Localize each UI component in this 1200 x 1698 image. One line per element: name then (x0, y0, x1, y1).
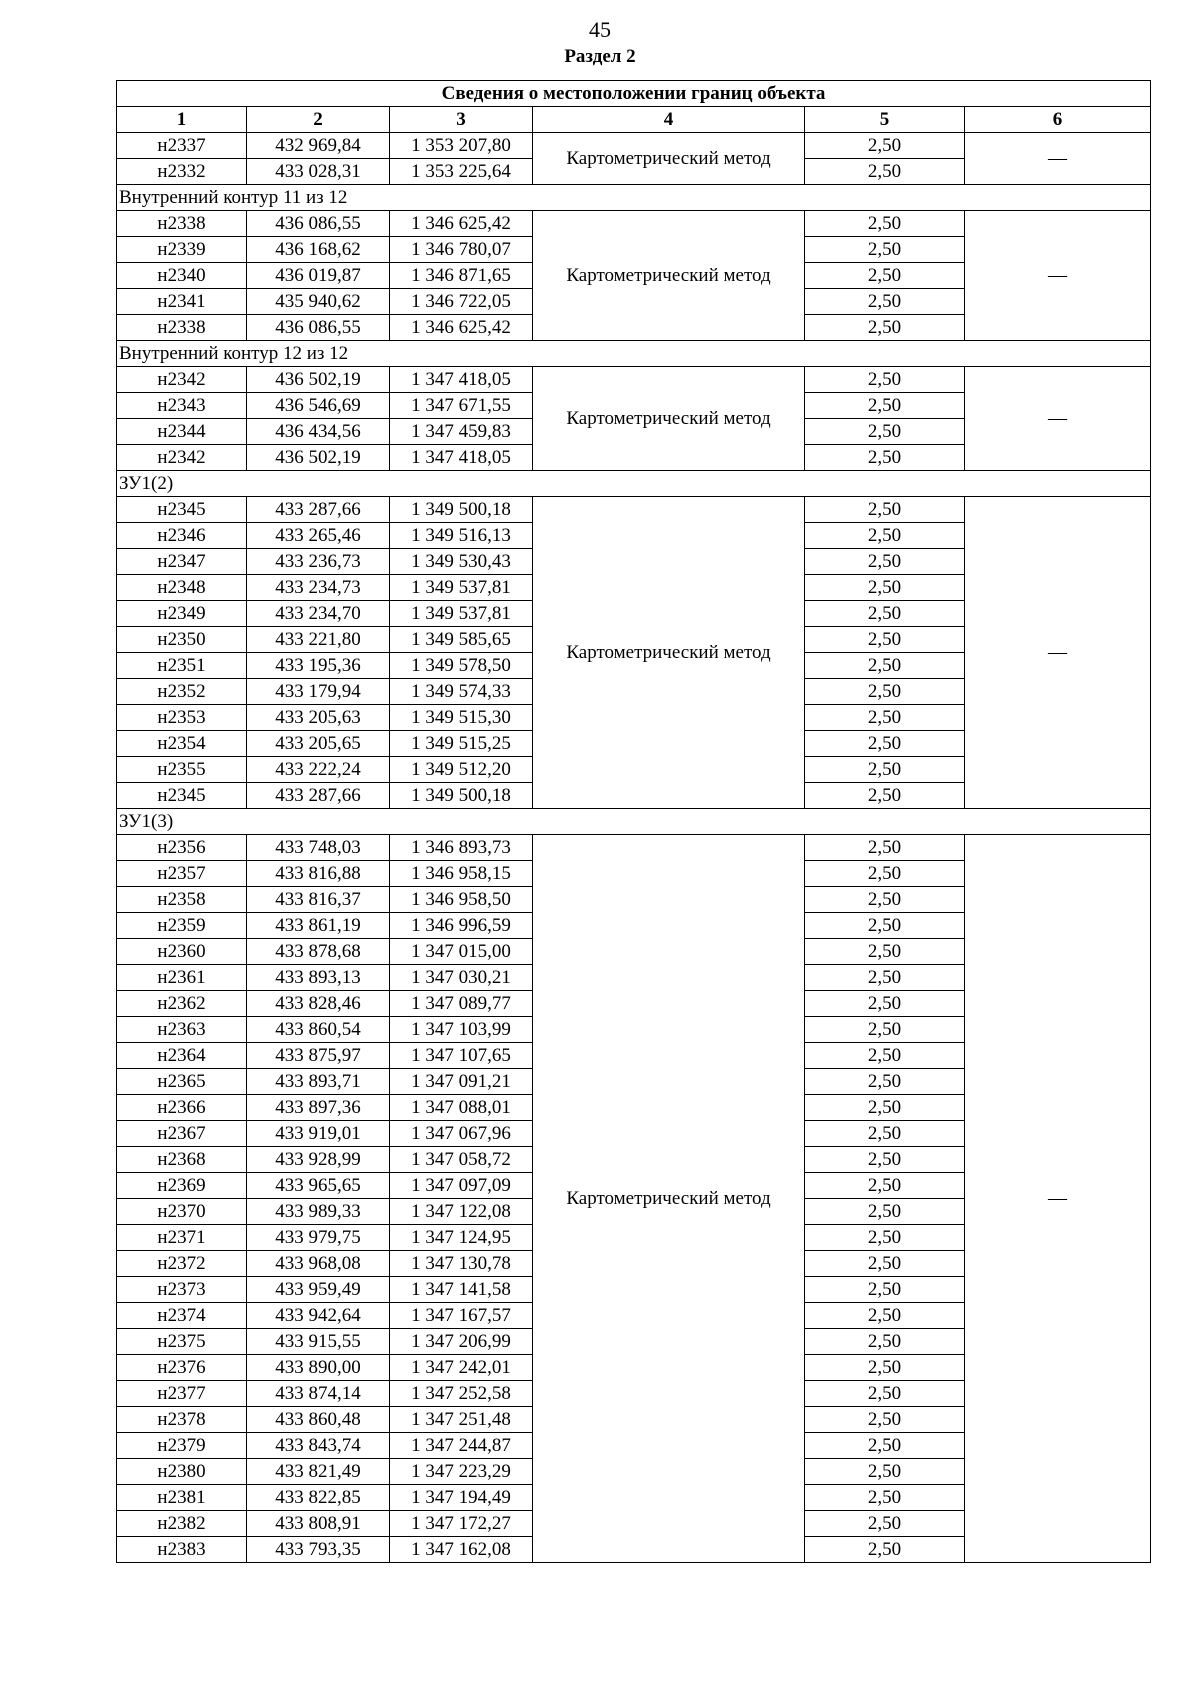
section-row (117, 471, 1151, 497)
x-coordinate-cell: 433 205,63 (247, 705, 390, 731)
note-cell: — (965, 835, 1151, 1563)
y-coordinate-cell: 1 346 871,65 (390, 263, 533, 289)
coordinates-table (116, 80, 1151, 1563)
page-number: 45 (589, 17, 611, 42)
accuracy-cell: 2,50 (805, 1355, 965, 1381)
accuracy-cell: 2,50 (805, 367, 965, 393)
x-coordinate-cell: 433 979,75 (247, 1225, 390, 1251)
x-coordinate-cell: 433 205,65 (247, 731, 390, 757)
x-coordinate-cell: 433 843,74 (247, 1433, 390, 1459)
point-name-cell: н2356 (117, 835, 247, 861)
point-name-cell: н2353 (117, 705, 247, 731)
accuracy-cell: 2,50 (805, 523, 965, 549)
y-coordinate-cell: 1 347 097,09 (390, 1173, 533, 1199)
accuracy-cell: 2,50 (805, 1043, 965, 1069)
accuracy-cell: 2,50 (805, 1329, 965, 1355)
point-name-cell: н2357 (117, 861, 247, 887)
x-coordinate-cell: 433 816,88 (247, 861, 390, 887)
y-coordinate-cell: 1 347 418,05 (390, 445, 533, 471)
x-coordinate-cell: 433 828,46 (247, 991, 390, 1017)
table-body (117, 133, 1151, 1563)
x-coordinate-cell: 433 265,46 (247, 523, 390, 549)
accuracy-cell: 2,50 (805, 1459, 965, 1485)
y-coordinate-cell: 1 349 500,18 (390, 783, 533, 809)
x-coordinate-cell: 433 821,49 (247, 1459, 390, 1485)
y-coordinate-cell: 1 347 251,48 (390, 1407, 533, 1433)
accuracy-cell: 2,50 (805, 783, 965, 809)
column-header: 6 (965, 107, 1151, 133)
point-name-cell: н2361 (117, 965, 247, 991)
method-cell: Картометрический метод (533, 211, 805, 341)
accuracy-cell: 2,50 (805, 1485, 965, 1511)
point-name-cell: н2378 (117, 1407, 247, 1433)
accuracy-cell: 2,50 (805, 835, 965, 861)
section-label: ЗУ1(2) (117, 471, 1151, 497)
accuracy-cell: 2,50 (805, 705, 965, 731)
y-coordinate-cell: 1 347 015,00 (390, 939, 533, 965)
accuracy-cell: 2,50 (805, 1147, 965, 1173)
method-cell: Картометрический метод (533, 497, 805, 809)
point-name-cell: н2379 (117, 1433, 247, 1459)
accuracy-cell: 2,50 (805, 1199, 965, 1225)
section-row (117, 341, 1151, 367)
x-coordinate-cell: 433 968,08 (247, 1251, 390, 1277)
x-coordinate-cell: 436 168,62 (247, 237, 390, 263)
accuracy-cell: 2,50 (805, 627, 965, 653)
y-coordinate-cell: 1 347 242,01 (390, 1355, 533, 1381)
accuracy-cell: 2,50 (805, 1277, 965, 1303)
x-coordinate-cell: 433 234,70 (247, 601, 390, 627)
x-coordinate-cell: 433 890,00 (247, 1355, 390, 1381)
point-name-cell: н2380 (117, 1459, 247, 1485)
point-name-cell: н2339 (117, 237, 247, 263)
accuracy-cell: 2,50 (805, 237, 965, 263)
x-coordinate-cell: 433 793,35 (247, 1537, 390, 1563)
x-coordinate-cell: 433 816,37 (247, 887, 390, 913)
point-name-cell: н2349 (117, 601, 247, 627)
accuracy-cell: 2,50 (805, 861, 965, 887)
accuracy-cell: 2,50 (805, 1017, 965, 1043)
y-coordinate-cell: 1 347 091,21 (390, 1069, 533, 1095)
method-cell: Картометрический метод (533, 835, 805, 1563)
point-name-cell: н2374 (117, 1303, 247, 1329)
point-name-cell: н2344 (117, 419, 247, 445)
y-coordinate-cell: 1 349 516,13 (390, 523, 533, 549)
y-coordinate-cell: 1 347 223,29 (390, 1459, 533, 1485)
column-header: 5 (805, 107, 965, 133)
note-cell: — (965, 133, 1151, 185)
column-header-row (117, 107, 1151, 133)
x-coordinate-cell: 433 822,85 (247, 1485, 390, 1511)
point-name-cell: н2369 (117, 1173, 247, 1199)
point-name-cell: н2337 (117, 133, 247, 159)
point-name-cell: н2360 (117, 939, 247, 965)
point-name-cell: н2352 (117, 679, 247, 705)
x-coordinate-cell: 433 893,13 (247, 965, 390, 991)
point-name-cell: н2370 (117, 1199, 247, 1225)
point-name-cell: н2358 (117, 887, 247, 913)
y-coordinate-cell: 1 353 225,64 (390, 159, 533, 185)
point-name-cell: н2338 (117, 315, 247, 341)
accuracy-cell: 2,50 (805, 445, 965, 471)
y-coordinate-cell: 1 353 207,80 (390, 133, 533, 159)
accuracy-cell: 2,50 (805, 1251, 965, 1277)
accuracy-cell: 2,50 (805, 315, 965, 341)
y-coordinate-cell: 1 347 030,21 (390, 965, 533, 991)
accuracy-cell: 2,50 (805, 887, 965, 913)
y-coordinate-cell: 1 347 107,65 (390, 1043, 533, 1069)
x-coordinate-cell: 433 861,19 (247, 913, 390, 939)
accuracy-cell: 2,50 (805, 601, 965, 627)
x-coordinate-cell: 433 928,99 (247, 1147, 390, 1173)
y-coordinate-cell: 1 349 537,81 (390, 575, 533, 601)
accuracy-cell: 2,50 (805, 289, 965, 315)
point-name-cell: н2383 (117, 1537, 247, 1563)
y-coordinate-cell: 1 349 530,43 (390, 549, 533, 575)
x-coordinate-cell: 433 897,36 (247, 1095, 390, 1121)
section-label: Внутренний контур 11 из 12 (117, 185, 1151, 211)
x-coordinate-cell: 433 748,03 (247, 835, 390, 861)
note-cell: — (965, 367, 1151, 471)
note-cell: — (965, 497, 1151, 809)
y-coordinate-cell: 1 347 418,05 (390, 367, 533, 393)
method-cell: Картометрический метод (533, 367, 805, 471)
accuracy-cell: 2,50 (805, 1095, 965, 1121)
point-name-cell: н2348 (117, 575, 247, 601)
note-cell: — (965, 211, 1151, 341)
y-coordinate-cell: 1 347 124,95 (390, 1225, 533, 1251)
y-coordinate-cell: 1 346 780,07 (390, 237, 533, 263)
accuracy-cell: 2,50 (805, 653, 965, 679)
y-coordinate-cell: 1 347 459,83 (390, 419, 533, 445)
x-coordinate-cell: 436 502,19 (247, 445, 390, 471)
y-coordinate-cell: 1 347 206,99 (390, 1329, 533, 1355)
x-coordinate-cell: 433 989,33 (247, 1199, 390, 1225)
column-header: 4 (533, 107, 805, 133)
section-label: Внутренний контур 12 из 12 (117, 341, 1151, 367)
table-row (117, 497, 1151, 523)
x-coordinate-cell: 433 195,36 (247, 653, 390, 679)
point-name-cell: н2343 (117, 393, 247, 419)
accuracy-cell: 2,50 (805, 965, 965, 991)
point-name-cell: н2346 (117, 523, 247, 549)
x-coordinate-cell: 436 502,19 (247, 367, 390, 393)
accuracy-cell: 2,50 (805, 757, 965, 783)
accuracy-cell: 2,50 (805, 939, 965, 965)
y-coordinate-cell: 1 349 515,30 (390, 705, 533, 731)
accuracy-cell: 2,50 (805, 991, 965, 1017)
section-label: ЗУ1(3) (117, 809, 1151, 835)
accuracy-cell: 2,50 (805, 211, 965, 237)
y-coordinate-cell: 1 347 172,27 (390, 1511, 533, 1537)
table-row (117, 367, 1151, 393)
point-name-cell: н2373 (117, 1277, 247, 1303)
accuracy-cell: 2,50 (805, 419, 965, 445)
accuracy-cell: 2,50 (805, 1173, 965, 1199)
y-coordinate-cell: 1 349 537,81 (390, 601, 533, 627)
y-coordinate-cell: 1 347 141,58 (390, 1277, 533, 1303)
point-name-cell: н2376 (117, 1355, 247, 1381)
point-name-cell: н2341 (117, 289, 247, 315)
accuracy-cell: 2,50 (805, 913, 965, 939)
x-coordinate-cell: 433 874,14 (247, 1381, 390, 1407)
x-coordinate-cell: 432 969,84 (247, 133, 390, 159)
accuracy-cell: 2,50 (805, 1121, 965, 1147)
x-coordinate-cell: 433 965,65 (247, 1173, 390, 1199)
point-name-cell: н2382 (117, 1511, 247, 1537)
accuracy-cell: 2,50 (805, 497, 965, 523)
accuracy-cell: 2,50 (805, 393, 965, 419)
x-coordinate-cell: 433 221,80 (247, 627, 390, 653)
accuracy-cell: 2,50 (805, 549, 965, 575)
x-coordinate-cell: 436 546,69 (247, 393, 390, 419)
x-coordinate-cell: 433 287,66 (247, 783, 390, 809)
y-coordinate-cell: 1 349 500,18 (390, 497, 533, 523)
accuracy-cell: 2,50 (805, 1433, 965, 1459)
accuracy-cell: 2,50 (805, 679, 965, 705)
y-coordinate-cell: 1 346 625,42 (390, 211, 533, 237)
x-coordinate-cell: 433 893,71 (247, 1069, 390, 1095)
y-coordinate-cell: 1 346 996,59 (390, 913, 533, 939)
y-coordinate-cell: 1 347 089,77 (390, 991, 533, 1017)
accuracy-cell: 2,50 (805, 159, 965, 185)
column-header: 2 (247, 107, 390, 133)
point-name-cell: н2368 (117, 1147, 247, 1173)
y-coordinate-cell: 1 346 722,05 (390, 289, 533, 315)
y-coordinate-cell: 1 346 958,50 (390, 887, 533, 913)
y-coordinate-cell: 1 347 122,08 (390, 1199, 533, 1225)
x-coordinate-cell: 433 234,73 (247, 575, 390, 601)
y-coordinate-cell: 1 347 167,57 (390, 1303, 533, 1329)
x-coordinate-cell: 436 019,87 (247, 263, 390, 289)
method-cell: Картометрический метод (533, 133, 805, 185)
x-coordinate-cell: 433 959,49 (247, 1277, 390, 1303)
accuracy-cell: 2,50 (805, 1225, 965, 1251)
point-name-cell: н2362 (117, 991, 247, 1017)
point-name-cell: н2365 (117, 1069, 247, 1095)
y-coordinate-cell: 1 347 244,87 (390, 1433, 533, 1459)
point-name-cell: н2351 (117, 653, 247, 679)
point-name-cell: н2347 (117, 549, 247, 575)
y-coordinate-cell: 1 346 893,73 (390, 835, 533, 861)
x-coordinate-cell: 433 028,31 (247, 159, 390, 185)
y-coordinate-cell: 1 347 067,96 (390, 1121, 533, 1147)
accuracy-cell: 2,50 (805, 575, 965, 601)
x-coordinate-cell: 433 919,01 (247, 1121, 390, 1147)
point-name-cell: н2359 (117, 913, 247, 939)
y-coordinate-cell: 1 347 252,58 (390, 1381, 533, 1407)
point-name-cell: н2345 (117, 783, 247, 809)
y-coordinate-cell: 1 347 103,99 (390, 1017, 533, 1043)
column-header: 1 (117, 107, 247, 133)
point-name-cell: н2377 (117, 1381, 247, 1407)
x-coordinate-cell: 436 086,55 (247, 315, 390, 341)
y-coordinate-cell: 1 347 130,78 (390, 1251, 533, 1277)
accuracy-cell: 2,50 (805, 1407, 965, 1433)
point-name-cell: н2345 (117, 497, 247, 523)
table-title-row (117, 81, 1151, 107)
point-name-cell: н2342 (117, 445, 247, 471)
table-row (117, 133, 1151, 159)
point-name-cell: н2350 (117, 627, 247, 653)
x-coordinate-cell: 433 179,94 (247, 679, 390, 705)
table-title: Сведения о местоположении границ объекта (117, 81, 1151, 107)
point-name-cell: н2354 (117, 731, 247, 757)
y-coordinate-cell: 1 349 515,25 (390, 731, 533, 757)
y-coordinate-cell: 1 347 058,72 (390, 1147, 533, 1173)
accuracy-cell: 2,50 (805, 1511, 965, 1537)
x-coordinate-cell: 433 860,48 (247, 1407, 390, 1433)
accuracy-cell: 2,50 (805, 1303, 965, 1329)
accuracy-cell: 2,50 (805, 133, 965, 159)
accuracy-cell: 2,50 (805, 1537, 965, 1563)
table-row (117, 835, 1151, 861)
point-name-cell: н2364 (117, 1043, 247, 1069)
x-coordinate-cell: 433 942,64 (247, 1303, 390, 1329)
point-name-cell: н2381 (117, 1485, 247, 1511)
point-name-cell: н2375 (117, 1329, 247, 1355)
point-name-cell: н2342 (117, 367, 247, 393)
table-row (117, 211, 1151, 237)
point-name-cell: н2340 (117, 263, 247, 289)
x-coordinate-cell: 433 808,91 (247, 1511, 390, 1537)
accuracy-cell: 2,50 (805, 263, 965, 289)
x-coordinate-cell: 433 222,24 (247, 757, 390, 783)
x-coordinate-cell: 433 915,55 (247, 1329, 390, 1355)
x-coordinate-cell: 436 434,56 (247, 419, 390, 445)
column-header: 3 (390, 107, 533, 133)
x-coordinate-cell: 436 086,55 (247, 211, 390, 237)
y-coordinate-cell: 1 346 958,15 (390, 861, 533, 887)
point-name-cell: н2372 (117, 1251, 247, 1277)
point-name-cell: н2366 (117, 1095, 247, 1121)
x-coordinate-cell: 433 878,68 (247, 939, 390, 965)
y-coordinate-cell: 1 349 574,33 (390, 679, 533, 705)
point-name-cell: н2338 (117, 211, 247, 237)
section-row (117, 809, 1151, 835)
y-coordinate-cell: 1 349 585,65 (390, 627, 533, 653)
x-coordinate-cell: 433 875,97 (247, 1043, 390, 1069)
y-coordinate-cell: 1 347 671,55 (390, 393, 533, 419)
point-name-cell: н2363 (117, 1017, 247, 1043)
accuracy-cell: 2,50 (805, 1069, 965, 1095)
x-coordinate-cell: 433 860,54 (247, 1017, 390, 1043)
section-title: Раздел 2 (564, 46, 636, 67)
y-coordinate-cell: 1 349 578,50 (390, 653, 533, 679)
point-name-cell: н2332 (117, 159, 247, 185)
y-coordinate-cell: 1 347 088,01 (390, 1095, 533, 1121)
y-coordinate-cell: 1 346 625,42 (390, 315, 533, 341)
accuracy-cell: 2,50 (805, 731, 965, 757)
y-coordinate-cell: 1 347 162,08 (390, 1537, 533, 1563)
point-name-cell: н2371 (117, 1225, 247, 1251)
y-coordinate-cell: 1 347 194,49 (390, 1485, 533, 1511)
accuracy-cell: 2,50 (805, 1381, 965, 1407)
y-coordinate-cell: 1 349 512,20 (390, 757, 533, 783)
point-name-cell: н2367 (117, 1121, 247, 1147)
x-coordinate-cell: 433 236,73 (247, 549, 390, 575)
x-coordinate-cell: 435 940,62 (247, 289, 390, 315)
x-coordinate-cell: 433 287,66 (247, 497, 390, 523)
point-name-cell: н2355 (117, 757, 247, 783)
section-row (117, 185, 1151, 211)
